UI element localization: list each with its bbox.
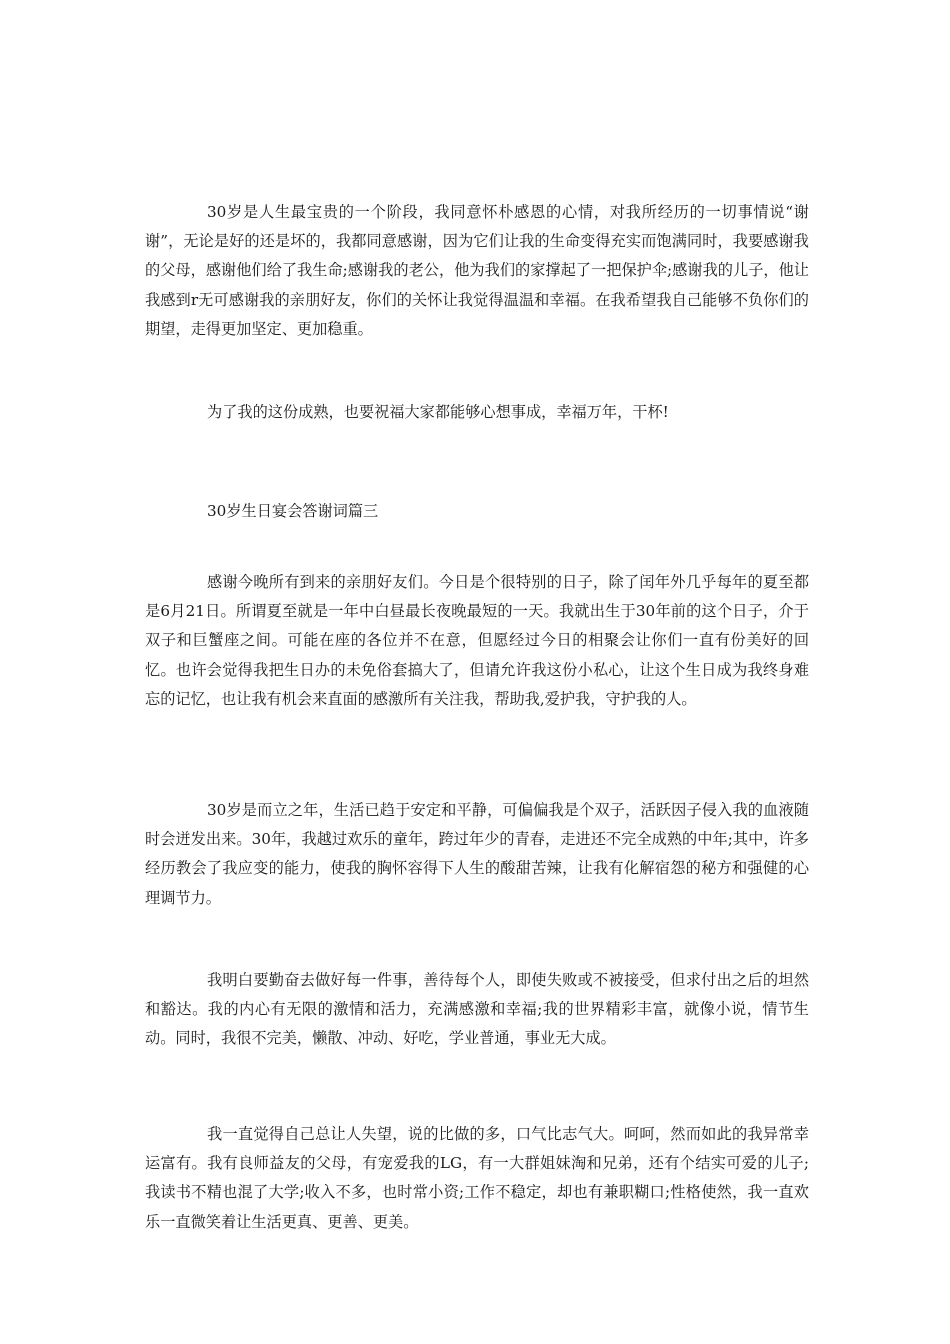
paragraph-thirty-years: 30岁是而立之年，生活已趋于安定和平静，可偏偏我是个双子，活跃因子侵入我的血液随时会迸发出来。30年，我越过欢乐的童年，跨过年少的青春，走进还不完全成熟的中年;其中，许多经历教会了我应变的能力，使我的胸怀容得下人生的酸甜苦辣，让我有化解宿怨的秘方和强健的心理调节力。 [145,801,809,907]
section-heading: 30岁生日宴会答谢词篇三 [207,502,379,520]
paragraph-gratitude: 30岁是人生最宝贵的一个阶段，我同意怀朴感恩的心情，对我所经历的一切事情说“谢谢”，无论是好的还是坏的，我都同意感谢，因为它们让我的生命变得充实而饱满同时，我要感谢我的父母，感谢他们给了我生命;感谢我的老公，他为我们的家撑起了一把保护伞;感谢我的儿子，他让我感到r无可感谢我的亲朋好友，你们的关怀让我觉得温温和幸福。在我希望我自己能够不负你们的期望，走得更加坚定、更加稳重。 [145,203,809,338]
paragraph-toast: 为了我的这份成熟，也要祝福大家都能够心想事成，幸福万年，干杯! [207,403,669,421]
paragraph-diligence: 我明白要勤奋去做好每一件事，善待每个人，即使失败或不被接受，但求付出之后的坦然和豁达。我的内心有无限的激情和活力，充满感激和幸福;我的世界精彩丰富，就像小说，情节生动。同时，我很不完美，懒散、冲动、好吃，学业普通，事业无大成。 [145,971,809,1048]
paragraph-thanks-guests: 感谢今晚所有到来的亲朋好友们。今日是个很特别的日子，除了闰年外几乎每年的夏至都是6月21日。所谓夏至就是一年中白昼最长夜晚最短的一天。我就出生于30年前的这个日子，介于双子和巨蟹座之间。可能在座的各位并不在意，但愿经过今日的相聚会让你们一直有份美好的回忆。也许会觉得我把生日办的未免俗套搞大了，但请允许我这份小私心，让这个生日成为我终身难忘的记忆，也让我有机会来直面的感激所有关注我，帮助我,爱护我，守护我的人。 [145,573,809,708]
paragraph-fortunate: 我一直觉得自己总让人失望，说的比做的多，口气比志气大。呵呵，然而如此的我异常幸运富有。我有良师益友的父母，有宠爱我的LG，有一大群姐妹淘和兄弟，还有个结实可爱的儿子;我读书不精也混了大学;收入不多，也时常小资;工作不稳定，却也有兼职糊口;性格使然，我一直欢乐一直微笑着让生活更真、更善、更美。 [145,1125,809,1231]
